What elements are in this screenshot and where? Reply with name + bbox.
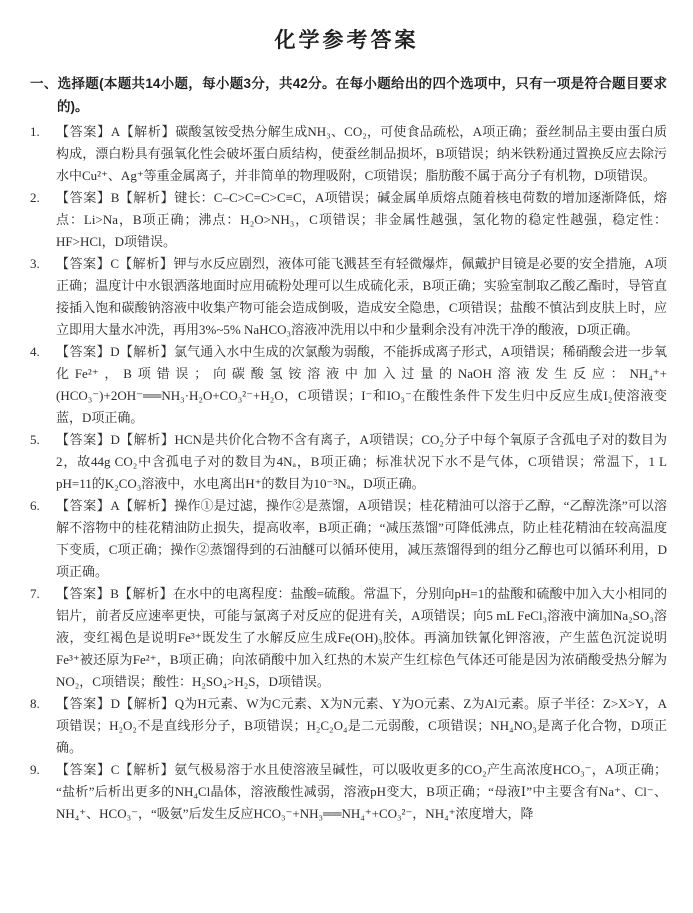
answer-item xyxy=(30,187,667,253)
answer-label: 【答案】 xyxy=(56,124,111,139)
answer-letter: C xyxy=(110,256,120,271)
answer-letter: C xyxy=(110,762,120,777)
document-page xyxy=(0,24,693,913)
answer-letter: B xyxy=(110,190,120,205)
answer-letter: A xyxy=(110,498,120,513)
answer-label: 【答案】 xyxy=(56,190,111,205)
answer-list xyxy=(30,121,667,825)
item-text xyxy=(56,124,667,183)
item-number: 8. xyxy=(30,696,40,711)
analysis-text: 氯气通入水中生成的次氯酸为弱酸，不能拆成离子形式，A项错误；稀硝酸会进一步氧化Fe²⁺，B项错误；向碳酸氢铵溶液中加入过量的NaOH溶液发生反应：NH₄⁺+(HCO₃⁻)+2OH⁻══NH₃·H₂O+CO₃²⁻+H₂O，C项错误；I⁻和IO₃⁻在酸性条件下发生归中反应生成I₂使溶液变蓝，D项正确。 xyxy=(56,344,667,425)
item-number: 6. xyxy=(30,498,40,513)
analysis-label: 【解析】 xyxy=(119,256,174,271)
analysis-label: 【解析】 xyxy=(119,432,175,447)
item-text xyxy=(56,498,667,579)
item-number: 9. xyxy=(30,762,40,777)
answer-letter: D xyxy=(110,344,120,359)
item-text xyxy=(56,762,667,821)
analysis-text: Q为H元素、W为C元素、X为N元素、Y为O元素、Z为Al元素。原子半径：Z>X>Y，A项错误；H₂O₂不是直线形分子，B项错误；H₂C₂O₄是二元弱酸，C项错误；NH₄NO₃是离子化合物，D项正确。 xyxy=(56,696,667,755)
item-text xyxy=(56,432,667,491)
answer-label: 【答案】 xyxy=(56,498,111,513)
answer-label: 【答案】 xyxy=(56,432,111,447)
answer-label: 【答案】 xyxy=(56,586,111,601)
item-text xyxy=(56,190,667,249)
item-text xyxy=(56,256,667,337)
analysis-text: HCN是共价化合物不含有离子，A项错误；CO₂分子中每个氧原子含孤电子对的数目为2，故44g CO₂中含孤电子对的数目为4Nₐ，B项正确；标准状况下水不是气体，C项错误；常温下，1 L pH=11的K₂CO₃溶液中，水电离出H⁺的数目为10⁻³Nₐ，D项正确。 xyxy=(56,432,667,491)
analysis-text: 钾与水反应剧烈，液体可能飞溅甚至有轻微爆炸，佩戴护目镜是必要的安全措施，A项正确；温度计中水银洒落地面时应用硫粉处理可以生成硫化汞，B项正确；实验室制取乙酸乙酯时，导管直接插入饱和碳酸钠溶液中收集产物可能会造成倒吸，造成安全隐患，C项错误；盐酸不慎沾到皮肤上时，应立即用大量水冲洗，再用3%~5% NaHCO₃溶液冲洗用以中和少量剩余没有冲洗干净的酸液，D项正确。 xyxy=(56,256,667,337)
analysis-label: 【解析】 xyxy=(118,586,174,601)
answer-item xyxy=(30,583,667,693)
answer-item xyxy=(30,495,667,583)
analysis-text: 在水中的电离程度：盐酸=硫酸。常温下，分别向pH=1的盐酸和硫酸中加入大小相同的铝片，前者反应速率更快，可能与氯离子对反应的促进有关，A项错误；向5 mL FeCl₃溶液中滴加Na₂SO₃溶液，变红褐色是说明Fe³⁺既发生了水解反应生成Fe(OH)₃胶体。再滴加铁氰化钾溶液，产生蓝色沉淀说明Fe³⁺被还原为Fe²⁺，B项正确；向浓硝酸中加入红热的木炭产生红棕色气体还可能是因为浓硝酸受热分解为NO₂，C项错误；酸性：H₂SO₄>H₂S，D项错误。 xyxy=(56,586,667,689)
analysis-text: 键长：C–C>C=C>C≡C，A项错误；碱金属单质熔点随着核电荷数的增加逐渐降低，熔点：Li>Na，B项正确；沸点：H₂O>NH₃，C项错误；非金属性越强，氢化物的稳定性越强，稳定性：HF>HCl，D项错误。 xyxy=(56,190,667,249)
analysis-label: 【解析】 xyxy=(119,762,175,777)
section-heading: 一、选择题(本题共14小题，每小题3分，共42分。在每小题给出的四个选项中，只有一项是符合题目要求的)。 xyxy=(30,76,667,114)
answer-item xyxy=(30,121,667,187)
item-text xyxy=(56,586,667,689)
item-number: 3. xyxy=(30,256,40,271)
item-number: 7. xyxy=(30,586,40,601)
item-text xyxy=(56,344,667,425)
page-title: 化学参考答案 xyxy=(274,28,419,52)
item-number: 5. xyxy=(30,432,40,447)
answer-item xyxy=(30,759,667,825)
answer-item xyxy=(30,693,667,759)
analysis-label: 【解析】 xyxy=(119,498,175,513)
analysis-label: 【解析】 xyxy=(119,696,175,711)
answer-letter: D xyxy=(110,432,120,447)
analysis-label: 【解析】 xyxy=(120,124,176,139)
item-number: 2. xyxy=(30,190,40,205)
answer-label: 【答案】 xyxy=(56,696,111,711)
answer-item xyxy=(30,341,667,429)
item-number: 1. xyxy=(30,124,40,139)
analysis-label: 【解析】 xyxy=(119,344,175,359)
answer-letter: D xyxy=(110,696,120,711)
answer-label: 【答案】 xyxy=(56,762,111,777)
analysis-text: 碳酸氢铵受热分解生成NH₃、CO₂，可使食品疏松，A项正确；蚕丝制品主要由蛋白质构成，漂白粉具有强氧化性会破坏蛋白质结构，使蚕丝制品损坏，B项错误；纳米铁粉通过置换反应去除污水中Cu²⁺、Ag⁺等重金属离子，并非简单的物理吸附，C项错误；脂肪酸不属于高分子有机物，D项错误。 xyxy=(56,124,667,183)
answer-label: 【答案】 xyxy=(56,344,111,359)
answer-letter: B xyxy=(110,586,119,601)
analysis-text: 氨气极易溶于水且使溶液呈碱性，可以吸收更多的CO₂产生高浓度HCO₃⁻，A项正确；“盐析”后析出更多的NH₄Cl晶体，溶液酸性减弱，溶液pH变大，B项正确；“母液Ⅰ”中主要含有Na⁺、Cl⁻、NH₄⁺、HCO₃⁻，“吸氨”后发生反应HCO₃⁻+NH₃══NH₄⁺+CO₃²⁻，NH₄⁺浓度增大，降 xyxy=(56,762,667,821)
analysis-text: 操作①是过滤，操作②是蒸馏，A项错误；桂花精油可以溶于乙醇，“乙醇洗涤”可以溶解不溶物中的桂花精油防止损失，提高收率，B项正确；“减压蒸馏”可降低沸点，防止桂花精油在较高温度下变质，C项正确；操作②蒸馏得到的石油醚可以循环使用，减压蒸馏得到的组分乙醇也可以循环利用，D项正确。 xyxy=(56,498,667,579)
answer-letter: A xyxy=(110,124,121,139)
analysis-label: 【解析】 xyxy=(119,190,175,205)
answer-item xyxy=(30,253,667,341)
item-text xyxy=(56,696,667,755)
item-number: 4. xyxy=(30,344,40,359)
answer-item xyxy=(30,429,667,495)
answer-label: 【答案】 xyxy=(56,256,111,271)
